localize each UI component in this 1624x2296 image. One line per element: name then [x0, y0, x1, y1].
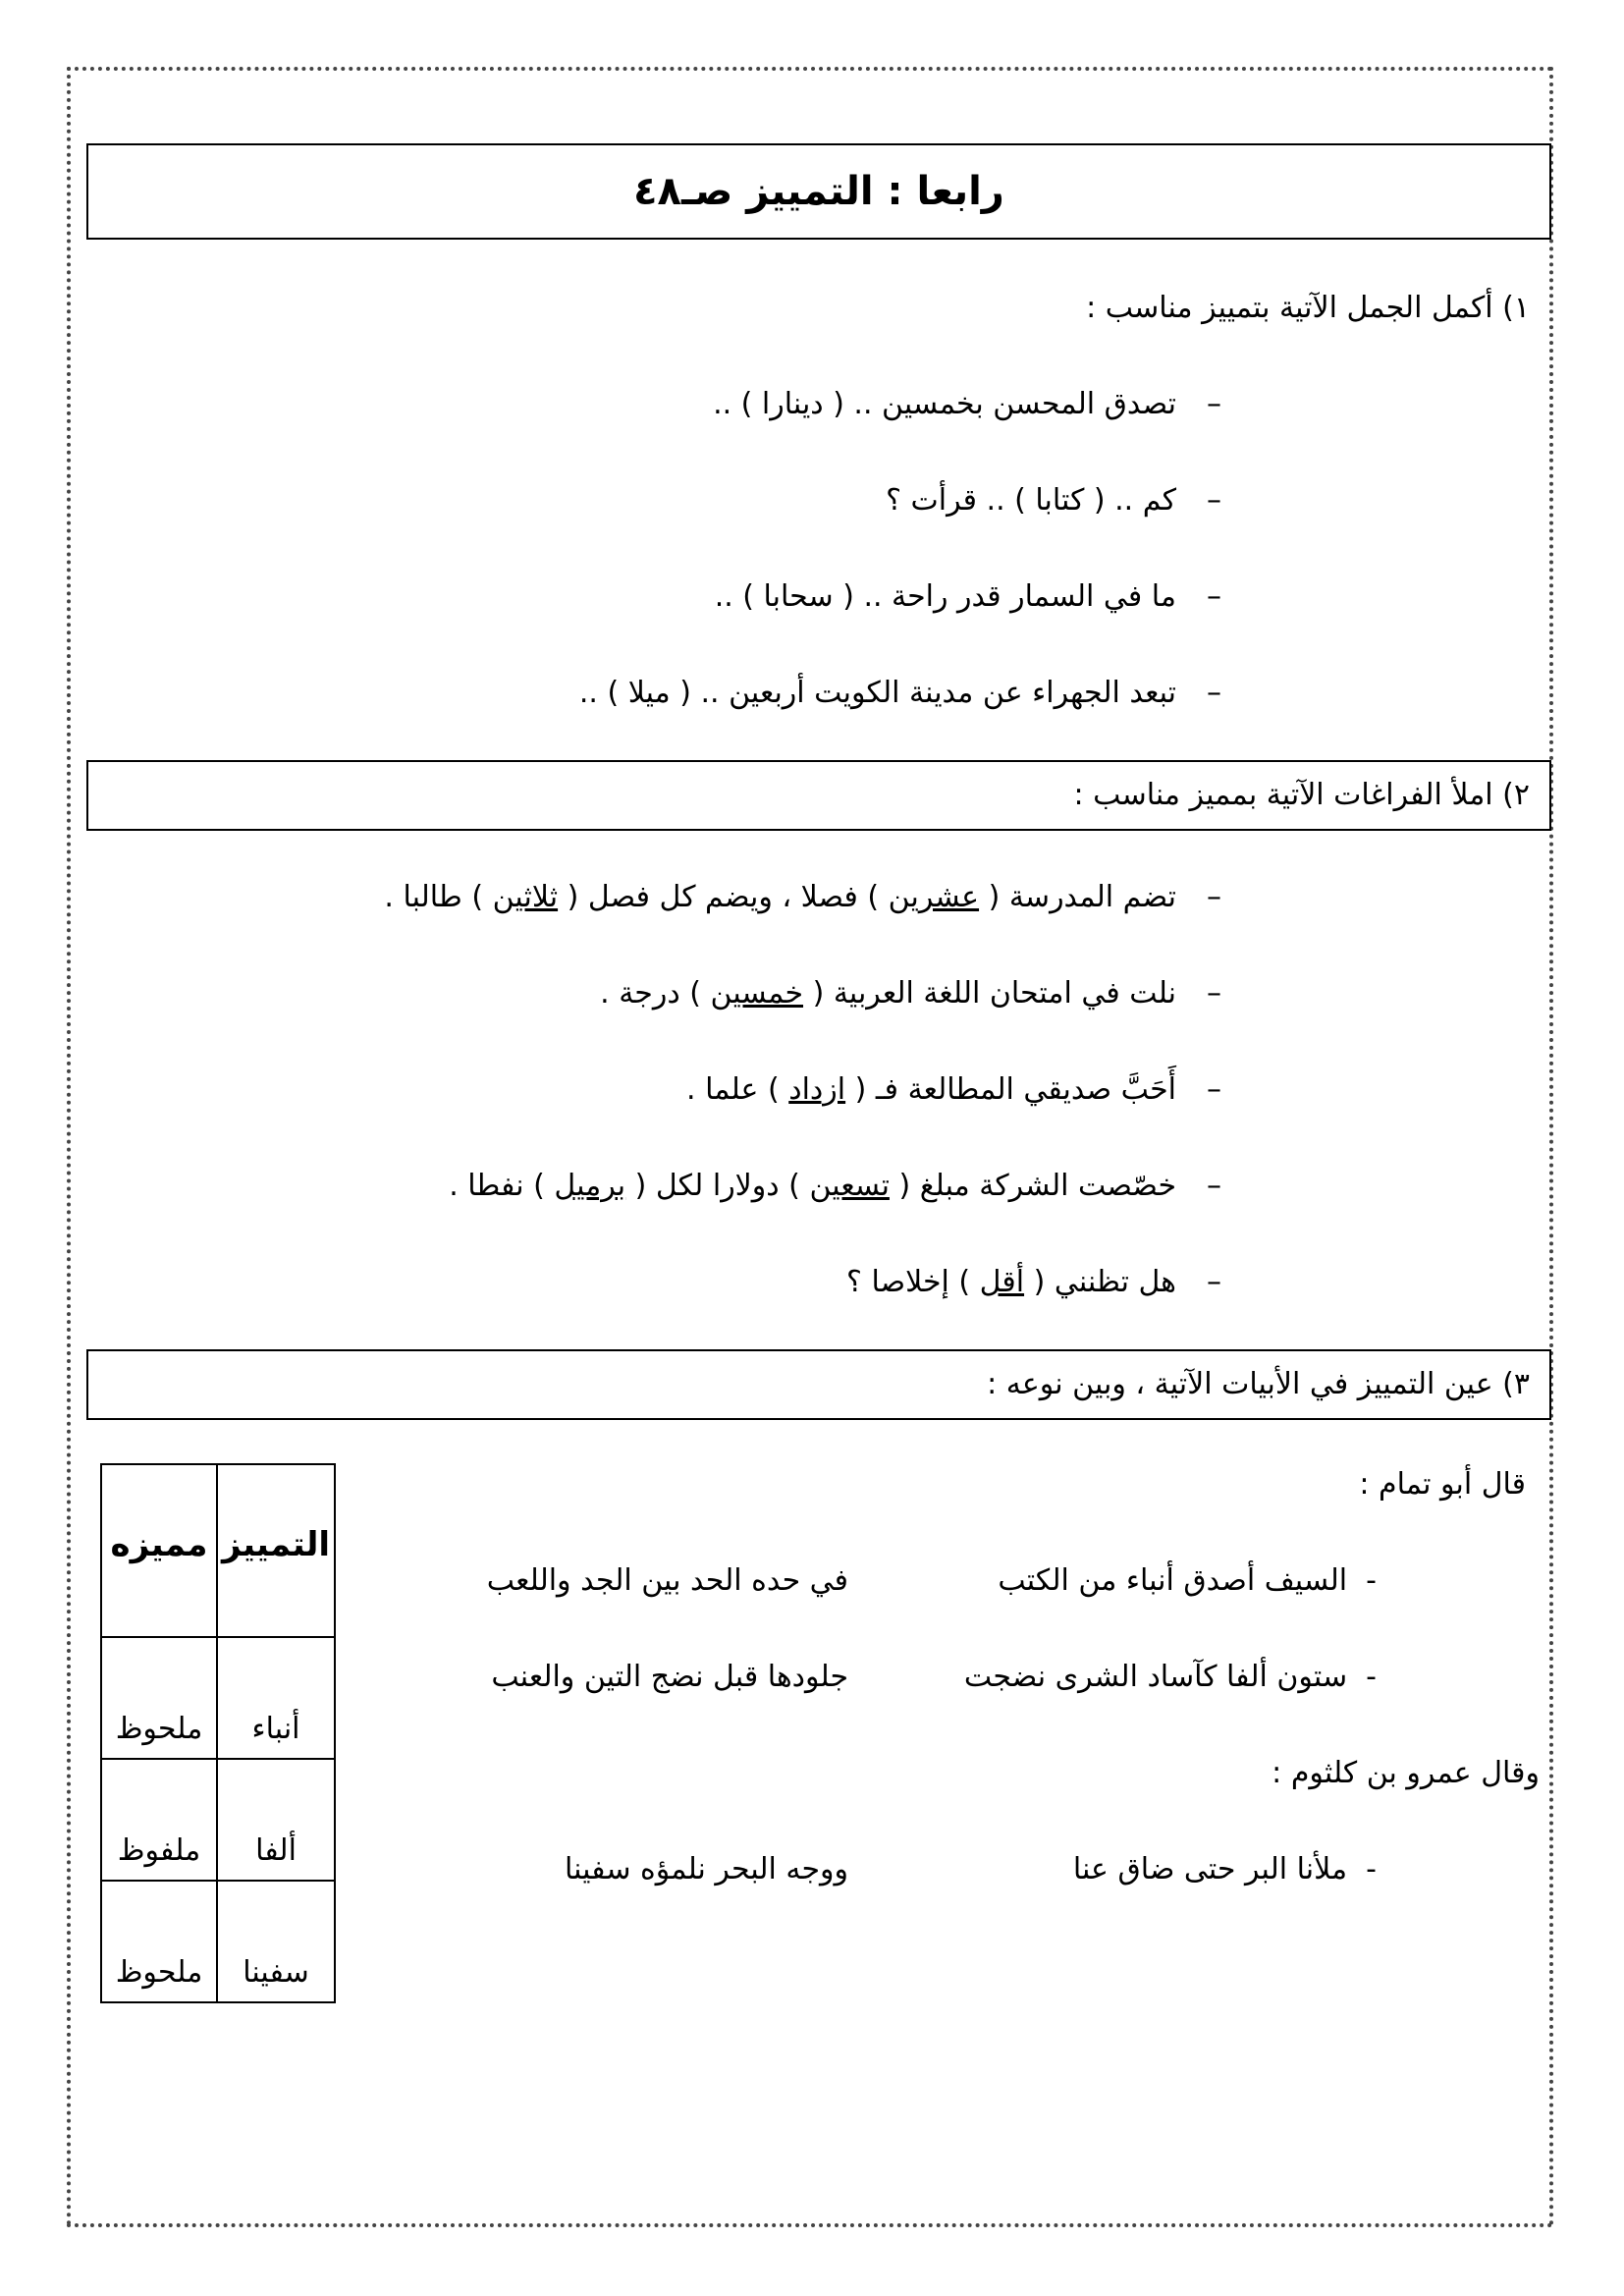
table-row — [101, 1759, 335, 1881]
q3-heading: ٣) عين التمييز في الأبيات الآتية ، وبين نوعه : — [987, 1367, 1530, 1401]
verse-first-half: - ملأنا البر حتى ضاق عنا — [1072, 1852, 1377, 1886]
q1-item: –كم .. ( كتابا ) .. قرأت ؟ — [886, 483, 1221, 518]
verse-second-half: ووجه البحر نلمؤه سفينا — [564, 1852, 848, 1886]
q2-item: –تضم المدرسة ( عشرين ) فصلا ، ويضم كل فصل ( ثلاثين ) طالبا . — [384, 880, 1221, 914]
q2-item: –خصّصت الشركة مبلغ ( تسعين ) دولارا لكل ( برميل ) نفطا . — [449, 1169, 1221, 1203]
header-tamyeez: التمييز — [217, 1464, 335, 1637]
table-cell: ملحوظ — [101, 1881, 217, 2002]
table-cell: ملحوظ — [101, 1637, 217, 1759]
poet-abu-tammam: قال أبو تمام : — [1359, 1467, 1526, 1502]
answer-table — [100, 1463, 336, 2003]
page-title: رابعا : التمييز صـ٤٨ — [633, 169, 1004, 214]
q1-item: –تصدق المحسن بخمسين .. ( دينارا ) .. — [713, 387, 1221, 421]
table-row — [101, 1881, 335, 2002]
q2-heading: ٢) املأ الفراغات الآتية بمميز مناسب : — [1073, 778, 1530, 812]
table-header-row — [101, 1464, 335, 1637]
verse-first-half: - ستون ألفا كآساد الشرى نضجت — [963, 1660, 1377, 1694]
table-cell: ألفا — [217, 1759, 335, 1881]
verse-second-half: في حده الحد بين الجد واللعب — [486, 1563, 848, 1598]
q2-item: –هل تظنني ( أقل ) إخلاصا ؟ — [846, 1265, 1221, 1299]
q2-item: –نلت في امتحان اللغة العربية ( خمسين ) درجة . — [600, 976, 1221, 1011]
q2-item: –أَحَبَّ صديقي المطالعة فـ ( ازداد ) علما . — [686, 1072, 1221, 1107]
poet-amr-ibn-kulthum: وقال عمرو بن كلثوم : — [1272, 1756, 1540, 1790]
header-mumayyaz: مميزه — [101, 1464, 217, 1637]
title-box — [86, 143, 1551, 240]
table-row — [101, 1637, 335, 1759]
q1-heading: ١) أكمل الجمل الآتية بتمييز مناسب : — [1086, 291, 1530, 325]
q1-item: –ما في السمار قدر راحة .. ( سحابا ) .. — [714, 579, 1221, 614]
verse-first-half: - السيف أصدق أنباء من الكتب — [998, 1563, 1377, 1598]
table-cell: أنباء — [217, 1637, 335, 1759]
table-cell: سفينا — [217, 1881, 335, 2002]
verse-second-half: جلودها قبل نضج التين والعنب — [491, 1660, 848, 1694]
q1-item: –تبعد الجهراء عن مدينة الكويت أربعين .. ( ميلا ) .. — [578, 676, 1221, 710]
table-cell: ملفوظ — [101, 1759, 217, 1881]
